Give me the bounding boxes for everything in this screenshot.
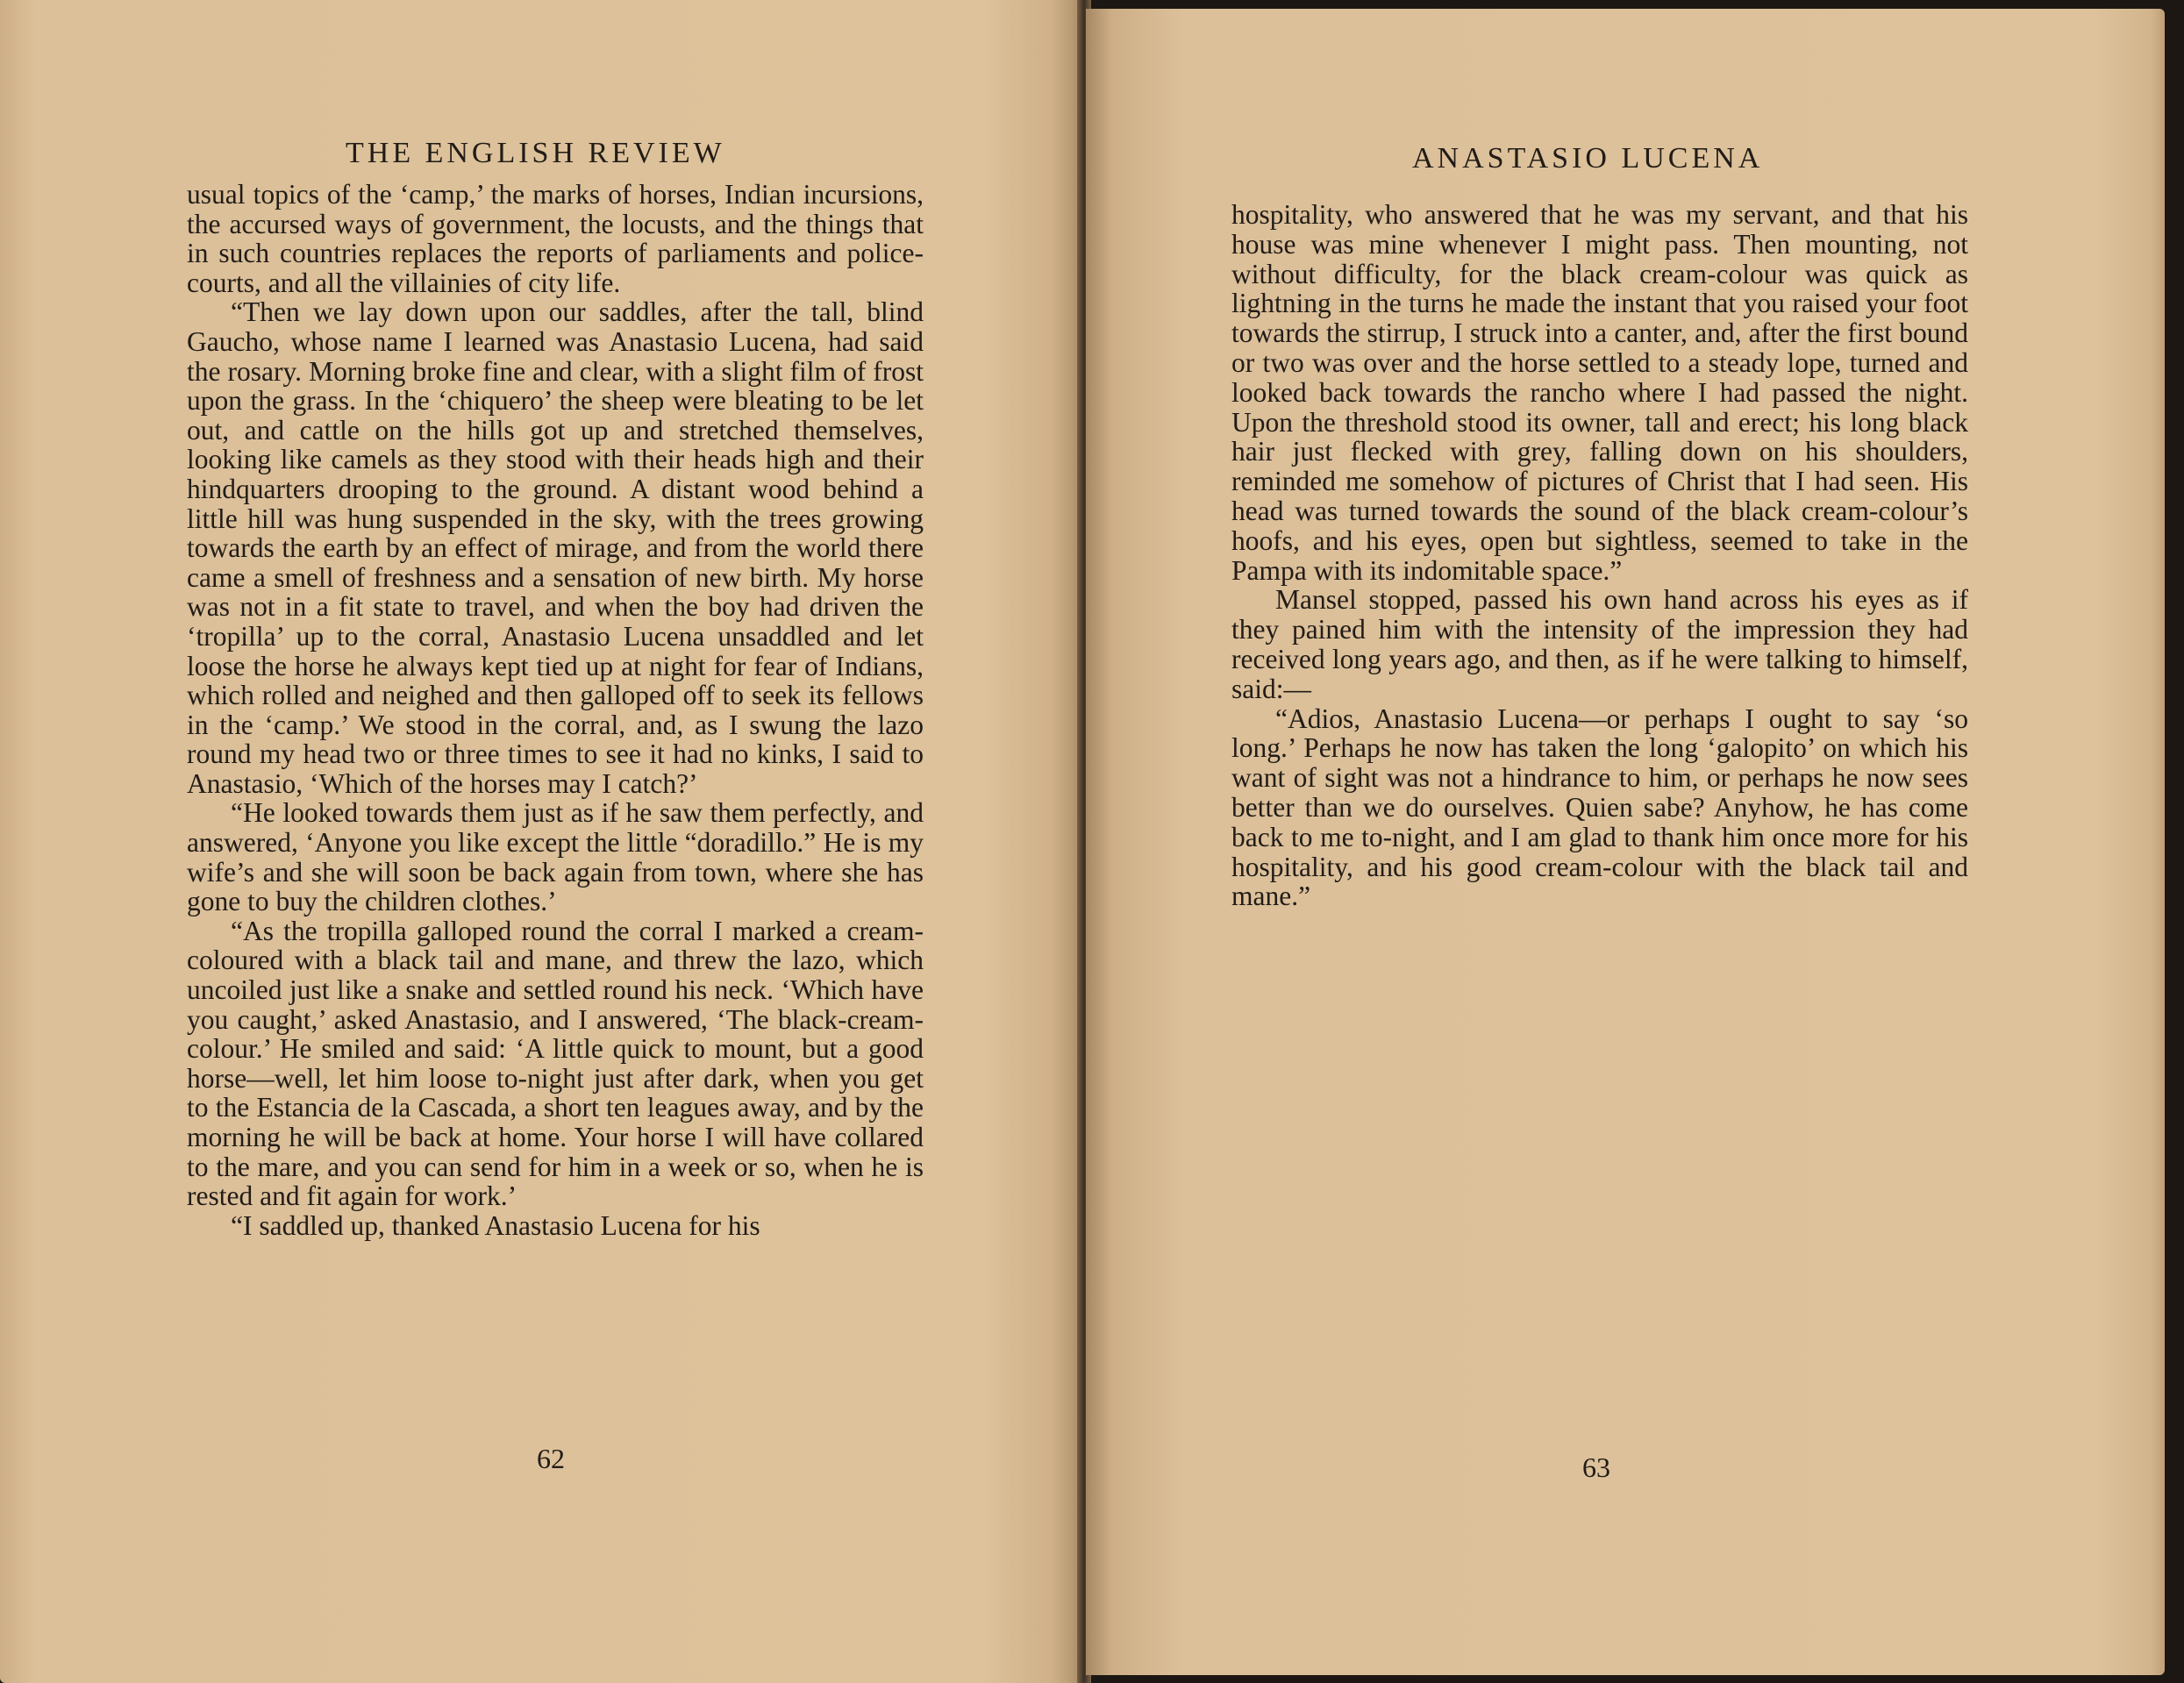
running-head-right: ANASTASIO LUCENA bbox=[1412, 142, 1764, 175]
paragraph: “Adios, Anastasio Lucena—or perhaps I ought to say ‘so long.’ Perhaps he now has taken the long ‘galopito’ on which his want of sight was not a hindrance to him, or perhaps he now sees better than we do ourselves. Quien sabe? Anyhow, he has come back to me to-night, and I am glad to thank him once more for his hospitality, and his good cream-colour with the black tail and mane.” bbox=[1231, 702, 1968, 912]
page-number-right: 63 bbox=[1582, 1451, 1610, 1483]
paragraph: “Then we lay down upon our saddles, after the tall, blind Gaucho, whose name I learned was Anastasio Lucena, had said the rosary. Morning broke fine and clear, with a slight film of frost upon the grass. In the ‘chiquero’ the sheep were bleating to be let out, and cattle on the hills got up and stretched themselves, looking like camels as they stood with their heads high and their hindquarters drooping to the ground. A distant wood behind a little hill was hung suspended in the sky, with the trees growing towards the earth by an effect of mirage, and from the world there came a smell of freshness and a sensation of new birth. My horse was not in a fit state to travel, and when the boy had driven the ‘tropilla’ up to the corral, Anastasio Lucena unsaddled and let loose the horse he always kept tied up at night for fear of Indians, which rolled and neighed and then galloped off to seek its fellows in the ‘camp.’ We stood in the corral, and, as I swung the lazo round my head two or three times to see it had no kinks, I said to Anastasio, ‘Which of the horses may I catch?’ bbox=[187, 296, 924, 799]
paragraph: Mansel stopped, passed his own hand across his eyes as if they pained him with the intensity of the impression they had received long years ago, and then, as if he were talking to himself, said:— bbox=[1231, 584, 1968, 704]
paragraph: “As the tropilla galloped round the corral I marked a cream-coloured with a black tail and mane, and threw the lazo, which uncoiled just like a snake and settled round his neck. ‘Which have you caught,’ asked Anastasio, and I answered, ‘The black-cream-colour.’ He smiled and said: ‘A little quick to mount, but a good horse—well, let him loose to-night just after dark, when you get to the Estancia de la Cascada, a short ten leagues away, and by the morning he will be back at home. Your horse I will have collared to the mare, and you can send for him in a week or so, when he is rested and fit again for work.’ bbox=[187, 915, 924, 1212]
left-page-body bbox=[187, 180, 924, 1240]
paragraph: usual topics of the ‘camp,’ the marks of horses, Indian incursions, the accursed ways of government, the locusts, and the things that in such countries replaces the reports of parliaments and police-courts, and all the villainies of city life. bbox=[187, 179, 924, 298]
page-number-left: 62 bbox=[537, 1443, 565, 1474]
left-page bbox=[0, 0, 1083, 1683]
paragraph: hospitality, who answered that he was my servant, and that his house was mine whenever I might pass. Then mounting, not without difficulty, for the black cream-colour was quick as lightning in the turns he made the instant that you raised your foot towards the stirrup, I struck into a canter, and, after the first bound or two was over and the horse settled to a steady lope, turned and looked back towards the rancho where I had passed the night. Upon the threshold stood its owner, tall and erect; his long black hair just flecked with grey, falling down on his shoulders, reminded me somehow of pictures of Christ that I had seen. His head was turned towards the sound of the black cream-colour’s hoofs, and his eyes, open but sightless, seemed to take in the Pampa with its indomitable space.” bbox=[1231, 199, 1968, 586]
right-page-body bbox=[1231, 200, 1968, 911]
paragraph: “I saddled up, thanked Anastasio Lucena for his bbox=[231, 1209, 760, 1241]
right-page bbox=[1086, 9, 2165, 1675]
running-head-left: THE ENGLISH REVIEW bbox=[346, 137, 725, 169]
paragraph: “He looked towards them just as if he saw them perfectly, and answered, ‘Anyone you like except the little “doradillo.” He is my wife’s and she will soon be back again from town, where she has gone to buy the children clothes.’ bbox=[187, 797, 924, 917]
